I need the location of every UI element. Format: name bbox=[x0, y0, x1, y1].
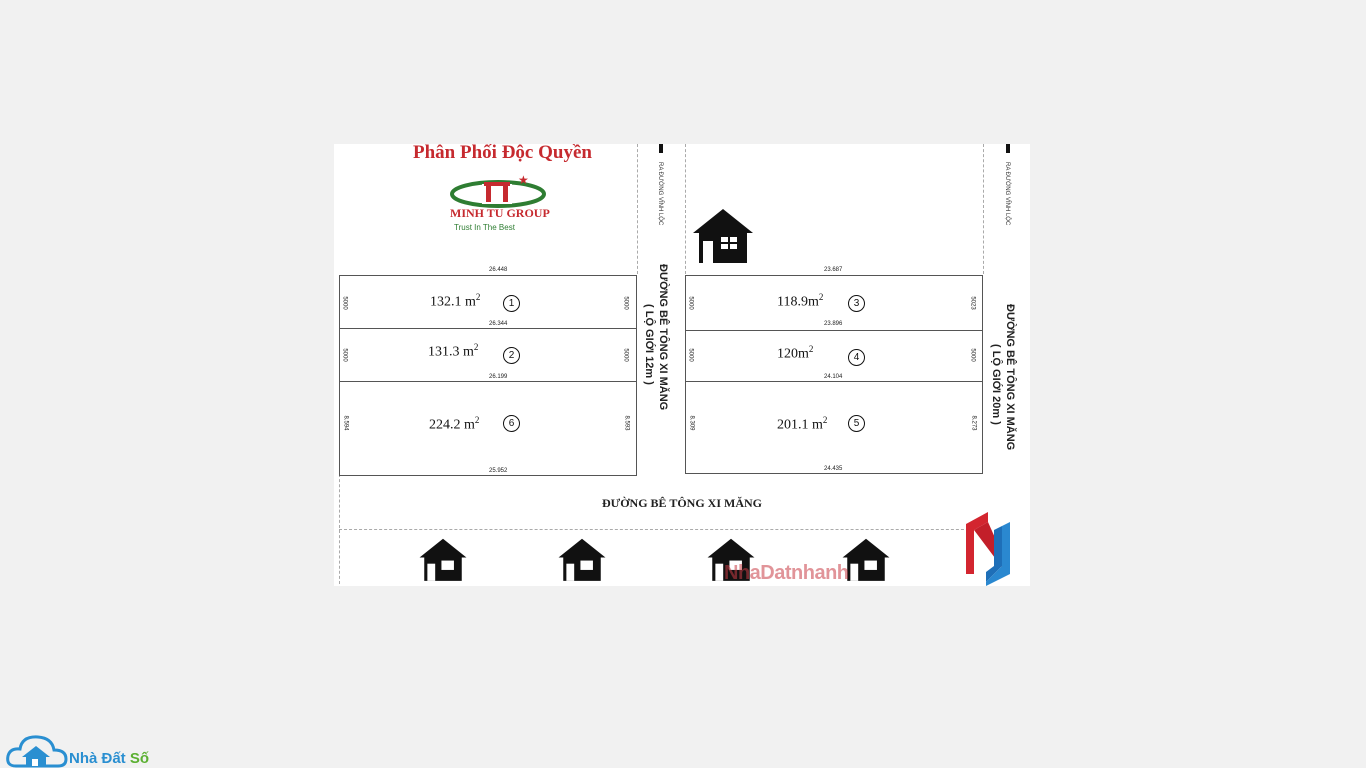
dimension-label: 5000 bbox=[622, 296, 629, 310]
right-road-label: ĐƯỜNG BÊ TÔNG XI MĂNG bbox=[1004, 304, 1016, 451]
lot-6[interactable] bbox=[339, 381, 637, 476]
lot-number: 4 bbox=[848, 349, 865, 366]
lot-number: 1 bbox=[503, 295, 520, 312]
land-plot-map bbox=[334, 144, 1030, 586]
dimension-label: 8.309 bbox=[688, 415, 695, 431]
middle-road-width: ( LỘ GIỚI 12m ) bbox=[643, 304, 655, 385]
lot-area: 132.1 $m^2$ bbox=[430, 292, 481, 310]
lot-area: 201.1 $m^2$ bbox=[777, 415, 828, 433]
house-icon bbox=[841, 537, 891, 581]
lot-number: 3 bbox=[848, 295, 865, 312]
dimension-label: 26.448 bbox=[489, 267, 508, 273]
lot-number: 5 bbox=[848, 415, 865, 432]
dimension-label: 23.896 bbox=[824, 321, 843, 327]
footer-brand-logo[interactable] bbox=[6, 732, 166, 768]
right-road-width: ( LỘ GIỚI 20m ) bbox=[990, 344, 1002, 425]
distribution-title: Phân Phối Độc Quyền bbox=[413, 144, 592, 163]
middle-road-label: ĐƯỜNG BÊ TÔNG XI MĂNG bbox=[657, 264, 669, 411]
footer-brand-name: Nhà Đất Số bbox=[69, 750, 150, 767]
lot-5[interactable] bbox=[685, 381, 983, 474]
dimension-label: 5000 bbox=[341, 348, 348, 362]
road-edge bbox=[339, 529, 989, 530]
dimension-label: 8.593 bbox=[623, 415, 630, 431]
house-icon bbox=[557, 537, 607, 581]
dimension-label: 23.687 bbox=[824, 267, 843, 273]
dimension-label: 25.952 bbox=[489, 468, 508, 474]
dimension-label: 5000 bbox=[622, 348, 629, 362]
exit-label: RA ĐƯỜNG VĨNH LỘC bbox=[657, 162, 663, 226]
road-edge bbox=[983, 144, 984, 274]
brand-tagline: Trust In The Best bbox=[454, 223, 515, 232]
watermark-text: NhaDatnhanh bbox=[724, 562, 849, 584]
lot-number: 2 bbox=[503, 347, 520, 364]
bottom-road-label: ĐƯỜNG BÊ TÔNG XI MĂNG bbox=[602, 496, 763, 510]
lot-1[interactable] bbox=[339, 275, 637, 329]
dimension-label: 5000 bbox=[687, 296, 694, 310]
road-marker bbox=[1006, 144, 1010, 153]
dimension-label: 26.344 bbox=[489, 321, 508, 327]
dimension-label: 24.104 bbox=[824, 374, 843, 380]
lot-area: $120m^2$ bbox=[777, 344, 814, 362]
dimension-label: 5000 bbox=[687, 348, 694, 362]
dimension-label: 8.273 bbox=[970, 415, 977, 431]
dimension-label: 8.594 bbox=[342, 415, 349, 431]
lot-2[interactable] bbox=[339, 328, 637, 382]
svg-text:★: ★ bbox=[518, 173, 529, 187]
road-edge bbox=[637, 144, 638, 274]
dimension-label: 5000 bbox=[341, 296, 348, 310]
road-marker bbox=[659, 144, 663, 153]
exit-label: RA ĐƯỜNG VĨNH LỘC bbox=[1004, 162, 1010, 226]
lot-number: 6 bbox=[503, 415, 520, 432]
brand-name: MINH TU GROUP bbox=[450, 206, 550, 220]
dimension-label: 5023 bbox=[969, 296, 976, 310]
lot-area: 131.3 $m^2$ bbox=[428, 342, 479, 360]
lot-area: $118.9m^2$ bbox=[777, 292, 824, 310]
house-icon bbox=[418, 537, 468, 581]
dimension-label: 5000 bbox=[969, 348, 976, 362]
cloud-house-icon bbox=[6, 732, 68, 768]
house-icon bbox=[691, 207, 755, 263]
lot-area: 224.2 $m^2$ bbox=[429, 415, 480, 433]
dimension-label: 26.199 bbox=[489, 374, 508, 380]
road-edge bbox=[685, 144, 686, 274]
dimension-label: 24.435 bbox=[824, 466, 843, 472]
nhadatnhanh-logo-icon bbox=[964, 510, 1020, 586]
